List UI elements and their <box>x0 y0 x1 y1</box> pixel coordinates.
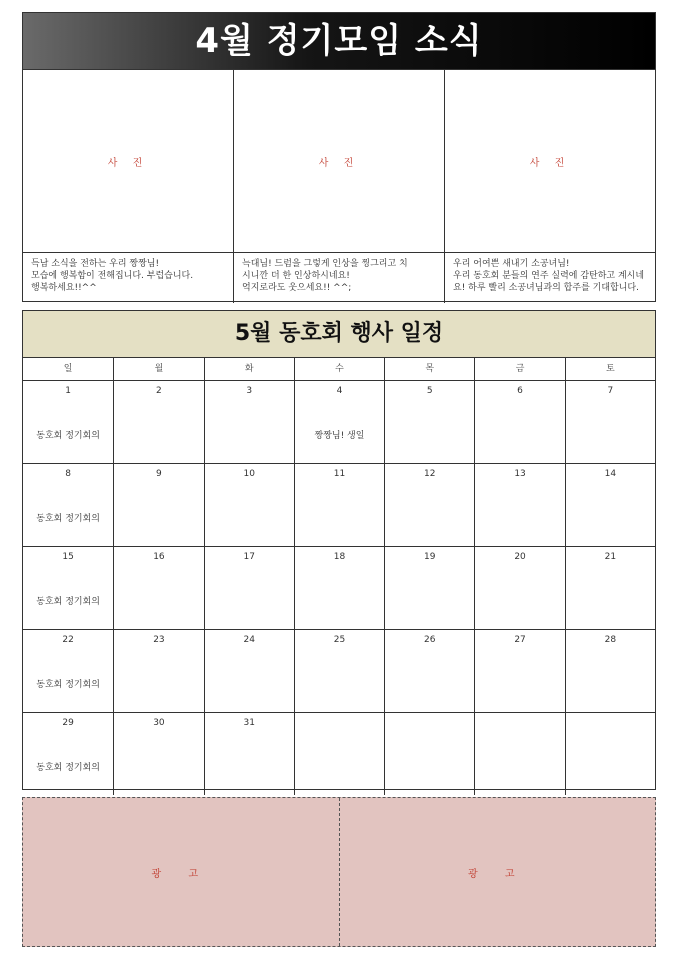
day-number: 22 <box>62 635 74 645</box>
caption-line: 요! 하루 빨리 소공녀님과의 합주를 기대합니다. <box>453 283 639 293</box>
calendar-day <box>294 464 384 546</box>
day-number: 20 <box>514 552 526 562</box>
weekday-label: 화 <box>204 358 294 380</box>
calendar-week <box>23 712 655 795</box>
day-number: 18 <box>333 552 346 562</box>
day-event: 짱짱님! 생일 <box>314 431 365 441</box>
calendar-day <box>204 464 294 546</box>
calendar-day <box>204 547 294 629</box>
caption-line: 우리 어여쁜 새내기 소공녀님! <box>453 259 570 269</box>
weekday-label: 수 <box>294 358 384 380</box>
day-number: 6 <box>517 386 523 396</box>
calendar-day <box>474 381 564 463</box>
photo-caption <box>233 253 444 303</box>
day-number: 13 <box>514 469 526 479</box>
caption-line: 우리 동호회 분들의 연주 실력에 감탄하고 계시네 <box>453 271 645 281</box>
photo-caption <box>23 253 233 303</box>
weekday-label: 금 <box>474 358 564 380</box>
day-number: 25 <box>333 635 346 645</box>
news-title: 4월 정기모임 소식 <box>23 13 655 70</box>
calendar-day <box>294 713 384 795</box>
day-number: 3 <box>246 386 253 396</box>
day-number: 28 <box>604 635 617 645</box>
day-number: 4 <box>336 386 343 396</box>
photo-placeholder: 사 진 <box>233 70 444 252</box>
day-number: 16 <box>153 552 165 562</box>
calendar-day <box>565 464 655 546</box>
caption-line: 득남 소식을 전하는 우리 짱짱님! <box>31 259 160 269</box>
calendar-day <box>113 713 203 795</box>
caption-line: 시니깐 더 한 인상하시네요! <box>242 271 350 281</box>
day-number: 1 <box>65 386 71 396</box>
ad-section <box>22 797 656 947</box>
photo-placeholder: 사 진 <box>107 157 149 169</box>
day-number: 17 <box>243 552 255 562</box>
calendar-day <box>565 630 655 712</box>
day-number: 29 <box>62 718 74 728</box>
calendar-day <box>113 547 203 629</box>
calendar-day <box>474 547 564 629</box>
calendar-day <box>23 464 113 546</box>
calendar-day <box>565 547 655 629</box>
weekday-label: 월 <box>113 358 203 380</box>
calendar-day <box>113 381 203 463</box>
caption-line: 늑대님! 드럼을 그렇게 인상을 찡그리고 치 <box>242 259 408 269</box>
event-calendar <box>22 310 656 790</box>
calendar-day <box>204 630 294 712</box>
weekday-label: 목 <box>384 358 474 380</box>
calendar-day <box>294 547 384 629</box>
day-event: 동호회 정기회의 <box>36 514 100 524</box>
calendar-day <box>294 630 384 712</box>
day-number: 27 <box>514 635 526 645</box>
day-event: 동호회 정기회의 <box>36 597 100 607</box>
photo-caption <box>444 253 655 303</box>
calendar-day <box>474 464 564 546</box>
day-event: 동호회 정기회의 <box>36 763 100 773</box>
day-event: 동호회 정기회의 <box>36 680 100 690</box>
day-number: 30 <box>153 718 165 728</box>
day-number: 11 <box>333 469 346 479</box>
calendar-day <box>23 381 113 463</box>
caption-line: 억지로라도 웃으세요!! ^^; <box>242 283 352 293</box>
ad-placeholder: 광 고 <box>151 868 210 880</box>
day-number: 10 <box>243 469 255 479</box>
weekday-label: 토 <box>565 358 655 380</box>
calendar-day <box>474 630 564 712</box>
day-number: 26 <box>424 635 436 645</box>
caption-line: 모습에 행복함이 전해집니다. 부럽습니다. <box>31 271 194 281</box>
calendar-day <box>384 547 474 629</box>
calendar-week <box>23 381 655 463</box>
calendar-week <box>23 629 655 712</box>
weekday-header <box>23 358 655 381</box>
calendar-day <box>565 381 655 463</box>
calendar-day <box>23 630 113 712</box>
calendar-title: 5월 동호회 행사 일정 <box>23 311 655 358</box>
calendar-day <box>384 713 474 795</box>
day-number: 14 <box>604 469 617 479</box>
calendar-week <box>23 546 655 629</box>
caption-line: 행복하세요!!^^ <box>31 283 97 293</box>
ad-placeholder: 광 고 <box>339 798 656 946</box>
day-number: 24 <box>243 635 255 645</box>
day-number: 15 <box>62 552 74 562</box>
day-number: 7 <box>607 386 614 396</box>
calendar-week <box>23 463 655 546</box>
day-event: 동호회 정기회의 <box>36 431 100 441</box>
news-section <box>22 12 656 302</box>
day-number: 5 <box>426 386 433 396</box>
day-number: 19 <box>424 552 436 562</box>
calendar-day <box>113 464 203 546</box>
day-number: 8 <box>65 469 71 479</box>
calendar-day <box>384 381 474 463</box>
calendar-day <box>113 630 203 712</box>
caption-row <box>23 253 655 303</box>
calendar-body <box>23 381 655 795</box>
calendar-day <box>474 713 564 795</box>
photo-placeholder: 사 진 <box>444 70 655 252</box>
weekday-label: 일 <box>63 364 73 374</box>
calendar-day <box>23 547 113 629</box>
day-number: 21 <box>604 552 617 562</box>
day-number: 31 <box>243 718 255 728</box>
calendar-day <box>384 630 474 712</box>
day-number: 2 <box>156 386 162 396</box>
calendar-day <box>294 381 384 463</box>
day-number: 12 <box>424 469 436 479</box>
calendar-day <box>23 713 113 795</box>
photo-row <box>23 70 655 253</box>
calendar-day <box>565 713 655 795</box>
day-number: 9 <box>156 469 162 479</box>
calendar-day <box>384 464 474 546</box>
calendar-day <box>204 381 294 463</box>
day-number: 23 <box>153 635 165 645</box>
calendar-day <box>204 713 294 795</box>
